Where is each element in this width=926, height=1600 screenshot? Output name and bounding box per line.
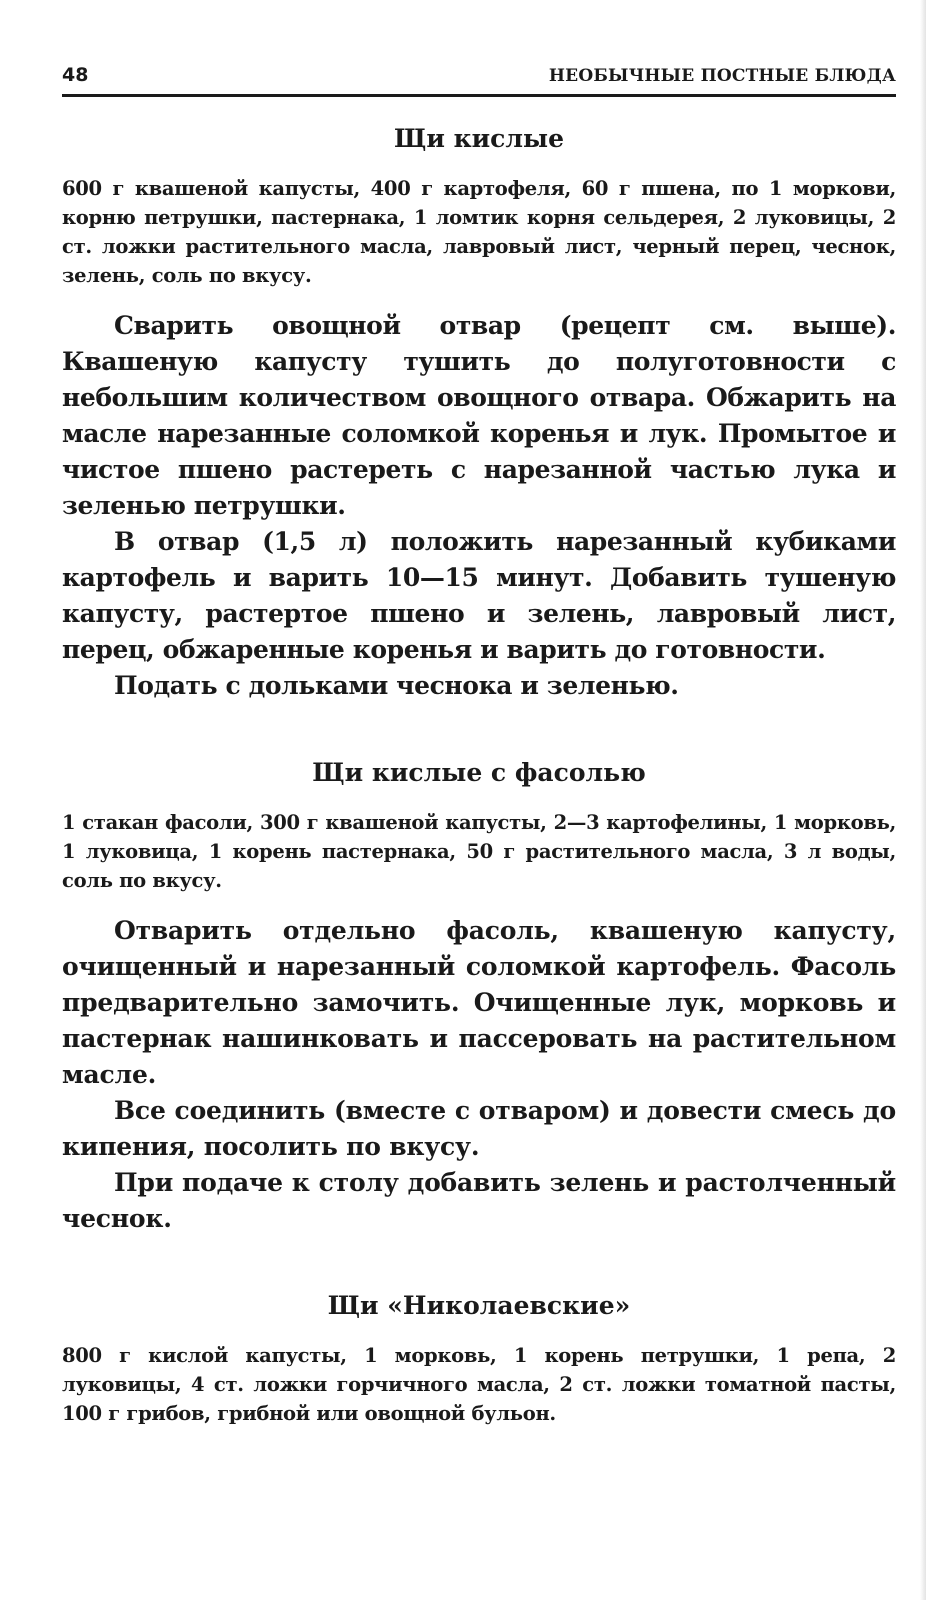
page-content [62, 122, 896, 1480]
ingredients-list: 1 стакан фасоли, 300 г квашеной капусты, 2—3 картофелины, 1 морковь, 1 луковица, 1 корень пастернака, 50 г растительного масла, 3 л воды, соль по вкусу. [62, 811, 896, 892]
recipe-title: Щи «Николаевские» [327, 1291, 631, 1320]
instruction-paragraph: В отвар (1,5 л) положить нарезанный кубиками картофель и варить 10—15 минут. Добавить тушеную капусту, растертое пшено и зелень, лавровый лист, перец, обжаренные коренья и варить до готовности. [62, 527, 896, 664]
page-header [62, 58, 896, 97]
ingredients-list: 600 г квашеной капусты, 400 г картофеля, 60 г пшена, по 1 моркови, корню петрушки, пастернака, 1 ломтик корня сельдерея, 2 луковицы, 2 ст. ложки растительного масла, лавровый лист, черный перец, чеснок, зелень, соль по вкусу. [62, 177, 896, 287]
ingredients-list: 800 г кислой капусты, 1 морковь, 1 корень петрушки, 1 репа, 2 луковицы, 4 ст. ложки горчичного масла, 2 ст. ложки томатной пасты, 100 г грибов, грибной или овощной бульон. [62, 1344, 896, 1425]
page-edge-shadow [920, 0, 926, 1600]
recipe-title: Щи кислые с фасолью [312, 758, 646, 787]
instruction-paragraph: Все соединить (вместе с отваром) и довести смесь до кипения, посолить по вкусу. [62, 1096, 896, 1161]
recipe-shchi-kislye [62, 122, 896, 704]
instruction-paragraph: При подаче к столу добавить зелень и растолченный чеснок. [62, 1168, 896, 1233]
running-title: НЕОБЫЧНЫЕ ПОСТНЫЕ БЛЮДА [548, 66, 896, 86]
instruction-paragraph: Сварить овощной отвар (рецепт см. выше). Квашеную капусту тушить до полуготовности с небольшим количеством овощного отвара. Обжарить на масле нарезанные соломкой коренья и лук. Промытое и чистое пшено растереть с нарезанной частью лука и зеленью петрушки. [62, 311, 896, 520]
page-number: 48 [62, 64, 89, 86]
instruction-paragraph: Отварить отдельно фасоль, квашеную капусту, очищенный и нарезанный соломкой картофель. Фасоль предварительно замочить. Очищенные лук, морковь и пастернак нашинковать и пассеровать на растительном масле. [62, 916, 896, 1089]
instruction-paragraph: Подать с дольками чеснока и зеленью. [114, 671, 679, 700]
recipe-shchi-kislye-s-fasolyu [62, 756, 896, 1237]
recipe-shchi-nikolaevskie [62, 1289, 896, 1428]
recipe-title: Щи кислые [394, 124, 564, 153]
